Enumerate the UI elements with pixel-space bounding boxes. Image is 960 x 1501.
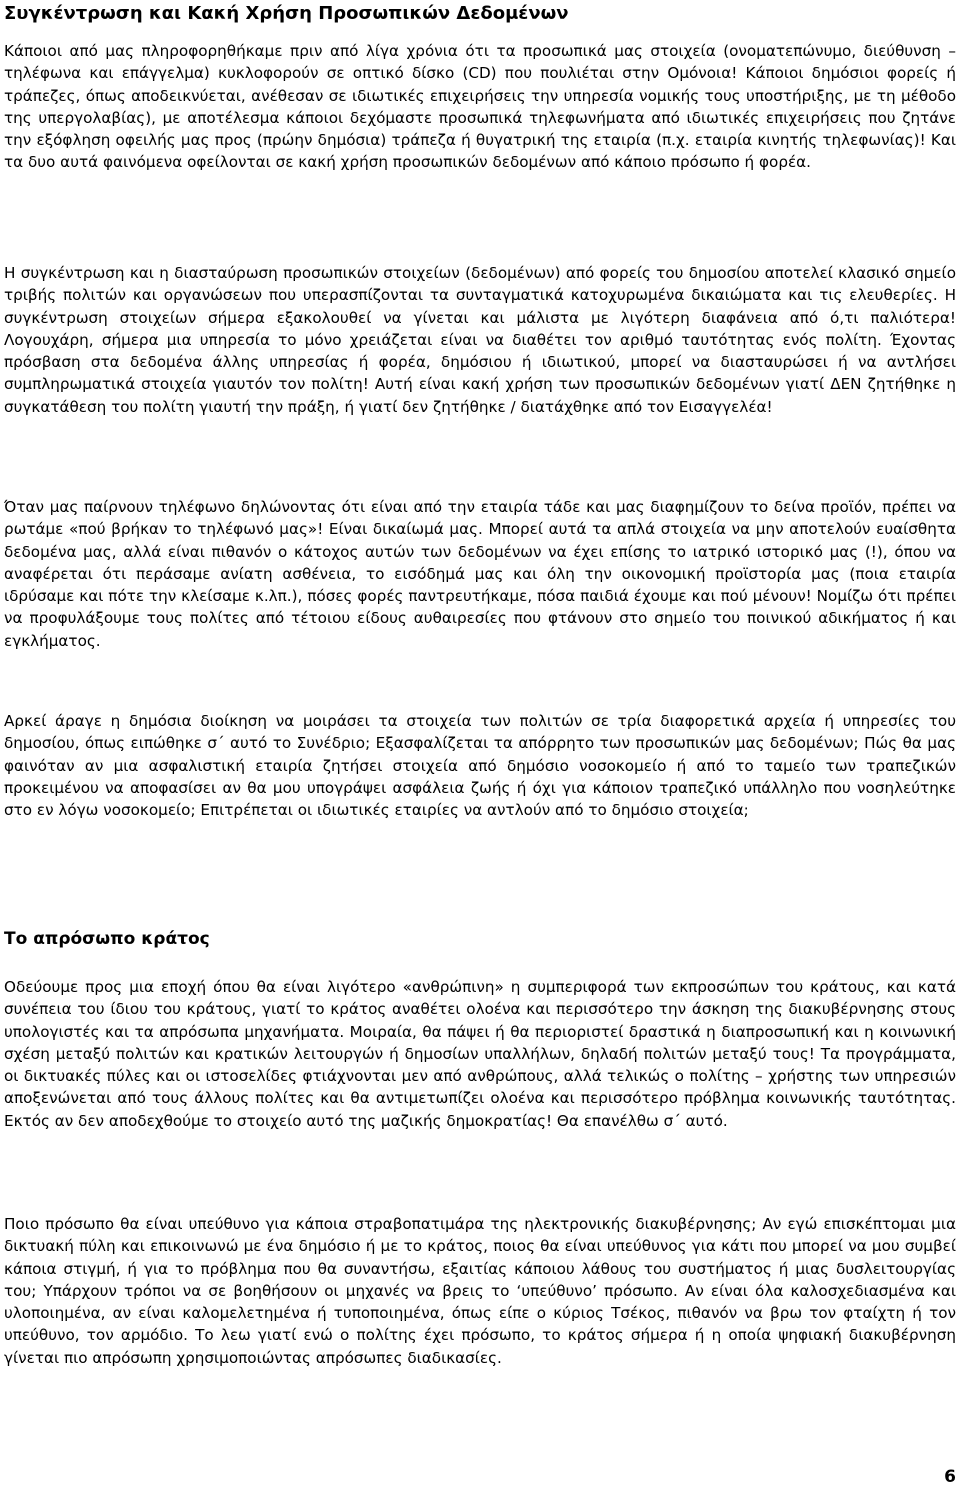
paragraph-phone-calls: Όταν μας παίρνουν τηλέφωνο δηλώνοντας ότι είναι από την εταιρία τάδε και μας διαφημίζουν το δείνα προϊόν, πρέπει να ρωτάμε «πού βρήκαν το τηλέφωνό μας»! Είναι δικαίωμά μας. Μπορεί αυτά τα απλά στοιχεία να μην αποτελούν ευαίσθητα δεδομένα μας, αλλά είναι πιθανόν ο κάτοχος αυτών των δεδομένων να έχει επίσης το ιατρικό ιστορικό μας (!), όπου να αναφέρεται ότι περάσαμε ανίατη ασθένεια, το εισόδημά μας και όλη την οικονομική προϊστορία μας (ποια εταιρία ιδρύσαμε και πότε την κλείσαμε κ.λπ.), πόσες φορές παντρευτήκαμε, πόσα παιδιά έχουμε και πού μένουν! Νομίζω ότι πρέπει να προφυλάξουμε τους πολίτες από τέτοιου είδους αυθαιρεσίες που φτάνουν στο σημείο του ποινικού αδικήματος ή και εγκλήματος. [4, 498, 956, 650]
paragraph-cd-leak: Κάποιοι από μας πληροφορηθήκαμε πριν από λίγα χρόνια ότι τα προσωπικά μας στοιχεία (ονοματεπώνυμο, διεύθυνση – τηλέφωνα και επάγγελμα) κυκλοφορούν σε οπτικό δίσκο (CD) που πουλιέται στην Ομόνοια! Κάποιοι δημόσιοι φορείς ή τράπεζες, όπως αποδεικνύεται, ανέθεσαν σε ιδιωτικές επιχειρήσεις την υπηρεσία νομικής τους υποστήριξης, με τη μέθοδο της υπεργολαβίας), με αποτέλεσμα κάποιοι δεχόμαστε προσωπικά τηλεφωνήματα από ιδιωτικές επιχειρήσεις που ζητάνε την εξόφληση οφειλής μας προς (πρώην δημόσια) τράπεζα ή θυγατρική της εταιρία (π.χ. εταιρία κινητής τηλεφωνίας)! Και τα δυο αυτά φαινόμενα οφείλονται σε κακή χρήση προσωπικών δεδομένων από κάποιο πρόσωπο ή φορέα. [4, 42, 956, 172]
paragraph-public-administration: Αρκεί άραγε η δημόσια διοίκηση να μοιράσει τα στοιχεία των πολιτών σε τρία διαφορετικά αρχεία ή υπηρεσίες του δημοσίου, όπως ειπώθηκε σ΄ αυτό το Συνέδριο; Εξασφαλίζεται τα απόρρητο των προσωπικών μας δεδομένων; Πώς θα μας φαινόταν αν μια ασφαλιστική εταιρία ζητήσει στοιχεία από δημόσιο νοσοκομείο ή από το ταμείο των τραπεζικών προκειμένου να αποφασίσει αν θα μου υπογράψει ασφάλεια ζωής ή όχι για κάποιον τραπεζικό υπάλληλο που νοσηλεύτηκε στο εν λόγω νοσοκομείο; Επιτρέπεται οι ιδιωτικές εταιρίες να αντλούν από το δημόσιο στοιχεία; [4, 712, 956, 820]
page-number: 6 [944, 1467, 956, 1487]
paragraph-data-cross-check: Η συγκέντρωση και η διασταύρωση προσωπικών στοιχείων (δεδομένων) από φορείς του δημοσίου αποτελεί κλασικό σημείο τριβής πολιτών και οργανώσεων που υπερασπίζονται τα συνταγματικά κατοχυρωμένα δικαιώματα και τις ελευθερίες. Η συγκέντρωση στοιχείων σήμερα εξακολουθεί να γίνεται και μάλιστα με λιγότερη διαφάνεια από ό,τι παλιότερα! Λογουχάρη, σήμερα μια υπηρεσία το μόνο χρειάζεται είναι να διαθέτει τον αριθμό ταυτότητας ενός πολίτη. Έχοντας πρόσβαση στα δεδομένα άλλης υπηρεσίας ή φορέα, δημόσιου ή ιδιωτικού, μπορεί να διασταυρώσει ή να αντλήσει συμπληρωματικά στοιχεία γιαυτόν τον πολίτη! Αυτή είναι κακή χρήση των προσωπικών δεδομένων γιατί ΔΕΝ ζητήθηκε η συγκατάθεση του πολίτη γιαυτή την πράξη, ή γιατί δεν ζητήθηκε / διατάχθηκε από τον Εισαγγελέα! [4, 264, 956, 416]
page-title: Συγκέντρωση και Κακή Χρήση Προσωπικών Δεδομένων [4, 3, 569, 24]
section-heading: Το απρόσωπο κράτος [4, 929, 210, 949]
paragraph-responsibility: Ποιο πρόσωπο θα είναι υπεύθυνο για κάποια στραβοπατιμάρα της ηλεκτρονικής διακυβέρνησης; Αν εγώ επισκέπτομαι μια δικτυακή πύλη και επικοινωνώ με ένα δημόσιο ή με το κράτος, ποιος θα είναι υπεύθυνος για κάτι που μπορεί να μου συμβεί κάποια στιγμή, ή για το πρόβλημα που θα συναντήσω, εξαιτίας κάποιου λάθους του συστήματος ή μιας δυσλειτουργίας του; Υπάρχουν τρόποι να σε βοηθήσουν οι μηχανές να βρεις το ‘υπεύθυνο’ πρόσωπο. Αν είναι όλα καλοσχεδιασμένα και υλοποιημένα, αν είναι καλομελετημένα ή τυποποιημένα, όπως είπε ο κύριος Τσέκος, πιθανόν να βρω τον φταίχτη ή τον υπεύθυνο, τον αρμόδιο. Το λεω γιατί ενώ ο πολίτης έχει πρόσωπο, το κράτος σήμερα ή η οποία ψηφιακή διακυβέρνηση γίνεται πιο απρόσωπη χρησιμοποιώντας απρόσωπες διαδικασίες. [4, 1215, 956, 1367]
paragraph-faceless-state: Οδεύουμε προς μια εποχή όπου θα είναι λιγότερο «ανθρώπινη» η συμπεριφορά των εκπροσώπων του κράτους, και κατά συνέπεια του ίδιου του κράτους, γιατί το κράτος αναθέτει ολοένα και περισσότερο την άσκηση της διακυβέρνησης στους υπολογιστές και τα απρόσωπα μηχανήματα. Μοιραία, θα πάψει ή θα περιοριστεί δραστικά η διαπροσωπική και η κοινωνική σχέση μεταξύ πολιτών και κρατικών λειτουργών ή δημοσίων υπαλλήλων, δηλαδή πολιτών μεταξύ τους! Τα προγράμματα, οι δικτυακές πύλες και οι ιστοσελίδες φτιάχνονται μεν από ανθρώπους, αλλά τελικώς ο πολίτης – χρήστης των υπηρεσιών αποξενώνεται από τους άλλους πολίτες και θα αντιμετωπίζει ολοένα και περισσότερο πρόβλημα κοινωνικής ταυτότητας. Εκτός αν δεν αποδεχθούμε το στοιχείο αυτό της μαζικής δημοκρατίας! Θα επανέλθω σ΄ αυτό. [4, 978, 956, 1130]
